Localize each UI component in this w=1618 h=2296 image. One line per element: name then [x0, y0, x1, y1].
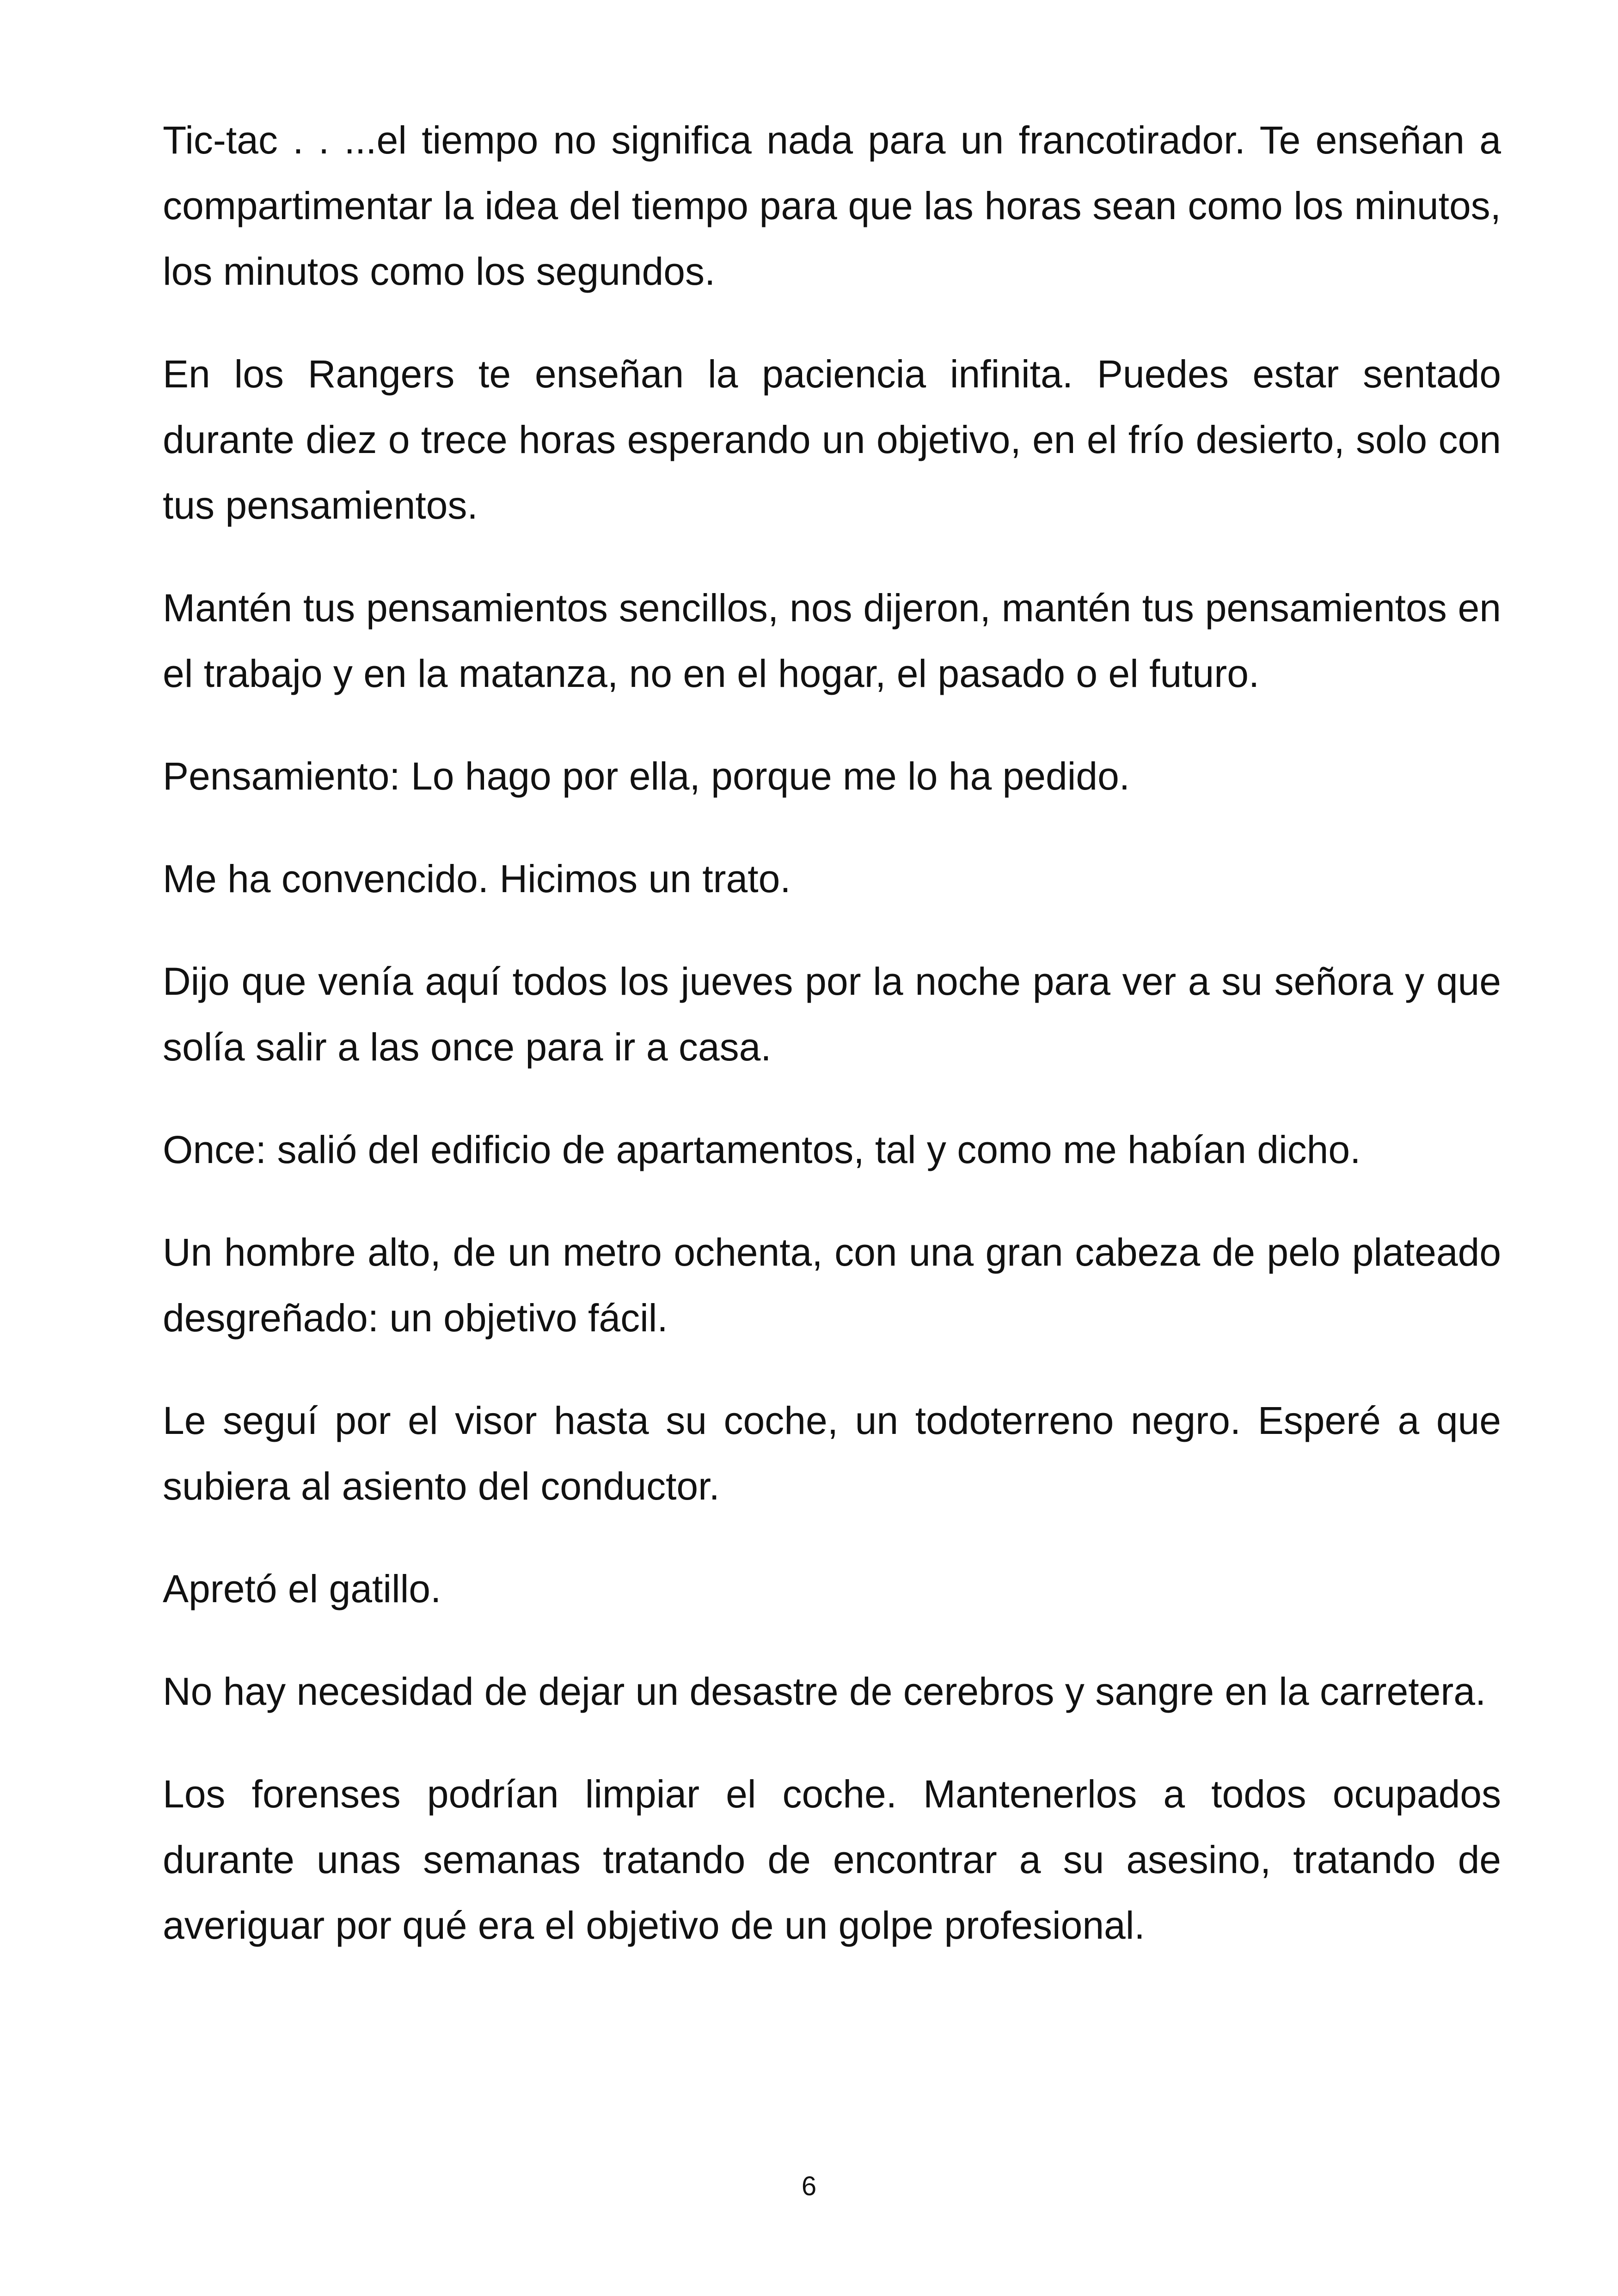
- paragraph: Me ha convencido. Hicimos un trato.: [163, 857, 791, 900]
- paragraph: Pensamiento: Lo hago por ella, porque me lo ha pedido.: [163, 754, 1130, 798]
- paragraph: Mantén tus pensamientos sencillos, nos dijeron, mantén tus pensamientos en el trabajo y en la matanza, no en el hogar, el pasado o el futuro.: [163, 586, 1501, 695]
- body-text: [163, 107, 1501, 1995]
- paragraph: En los Rangers te enseñan la paciencia infinita. Puedes estar sentado durante diez o trece horas esperando un objetivo, en el frío desierto, solo con tus pensamientos.: [163, 352, 1501, 527]
- paragraph: Le seguí por el visor hasta su coche, un todoterreno negro. Esperé a que subiera al asiento del conductor.: [163, 1399, 1501, 1508]
- paragraph: No hay necesidad de dejar un desastre de cerebros y sangre en la carretera.: [163, 1670, 1486, 1713]
- page-number: 6: [801, 2171, 817, 2201]
- paragraph: Tic-tac . . ...el tiempo no significa nada para un francotirador. Te enseñan a compartimentar la idea del tiempo para que las horas sean como los minutos, los minutos como los segundos.: [163, 118, 1501, 293]
- paragraph: Dijo que venía aquí todos los jueves por la noche para ver a su señora y que solía salir a las once para ir a casa.: [163, 960, 1501, 1069]
- paragraph: Un hombre alto, de un metro ochenta, con una gran cabeza de pelo plateado desgreñado: un objetivo fácil.: [163, 1231, 1501, 1340]
- paragraph: Apretó el gatillo.: [163, 1567, 441, 1610]
- paragraph: Los forenses podrían limpiar el coche. Mantenerlos a todos ocupados durante unas semanas tratando de encontrar a su asesino, tratando de averiguar por qué era el objetivo de un golpe profesional.: [163, 1772, 1501, 1947]
- paragraph: Once: salió del edificio de apartamentos, tal y como me habían dicho.: [163, 1128, 1361, 1171]
